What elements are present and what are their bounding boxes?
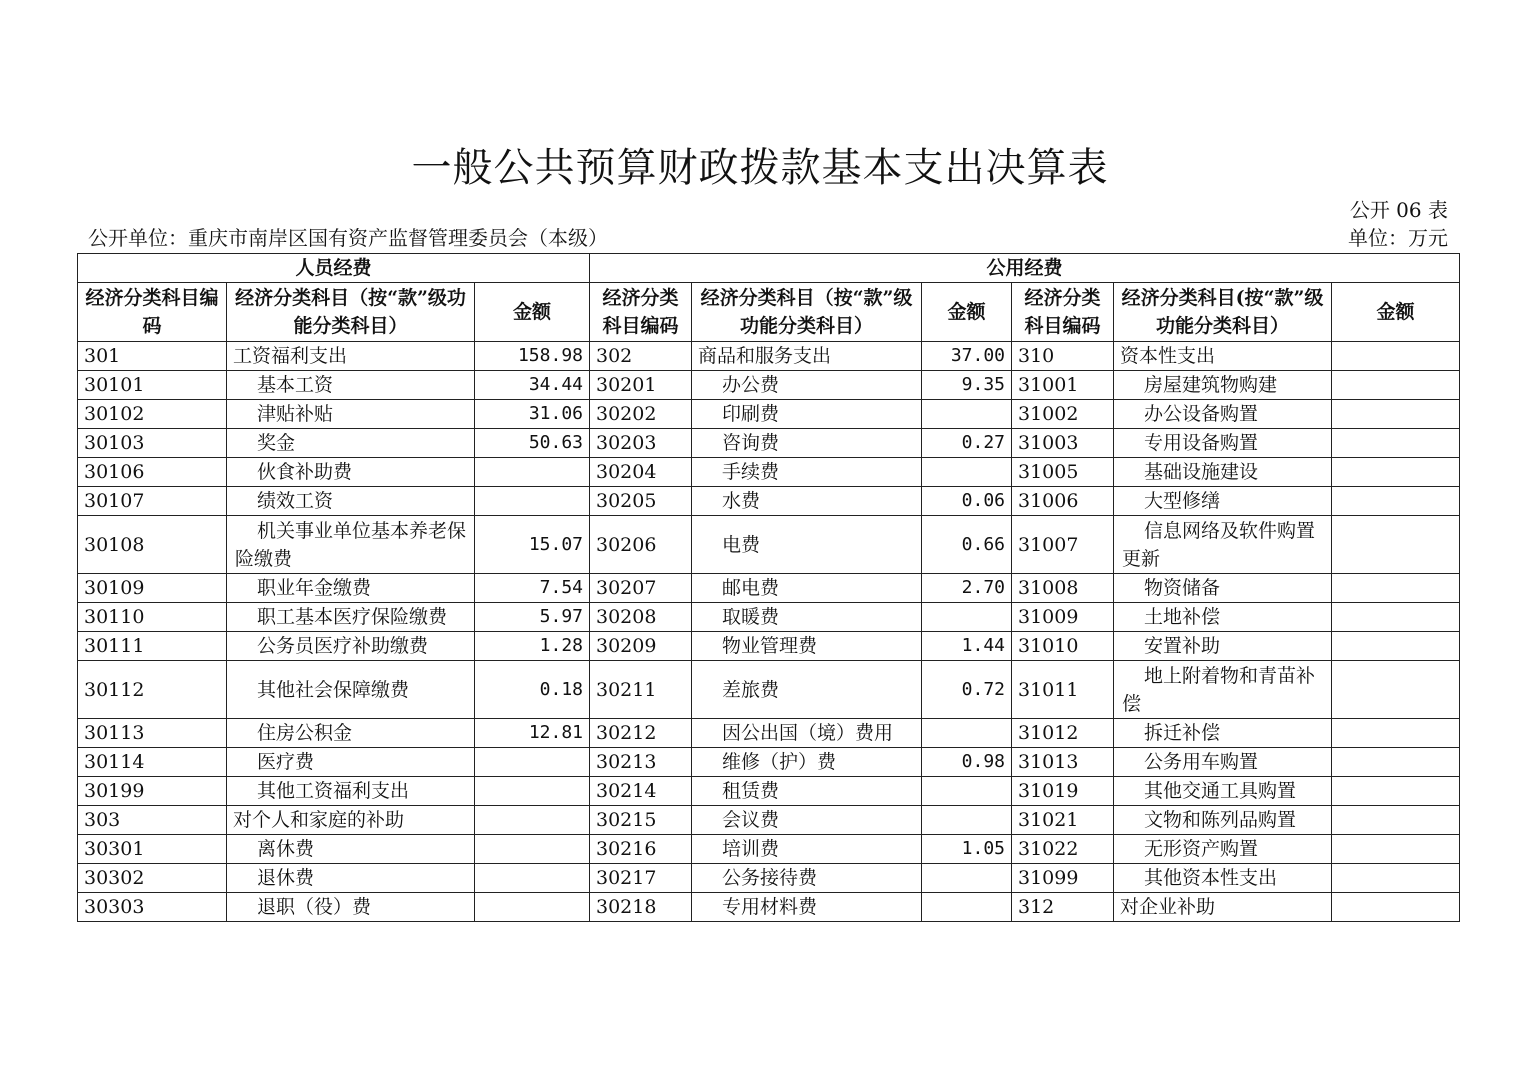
code-cell: 30199	[78, 777, 227, 806]
col-code-2: 经济分类科目编码	[590, 283, 692, 342]
amount-cell	[1332, 487, 1460, 516]
amount-cell	[475, 864, 590, 893]
table-row	[78, 429, 1460, 458]
code-cell: 30207	[590, 574, 692, 603]
code-cell: 31007	[1012, 516, 1114, 574]
table-row	[78, 748, 1460, 777]
amount-cell	[922, 458, 1012, 487]
amount-cell	[922, 777, 1012, 806]
name-cell: 文物和陈列品购置	[1114, 806, 1332, 835]
name-cell: 专用材料费	[692, 893, 922, 922]
name-cell: 公务用车购置	[1114, 748, 1332, 777]
name-cell: 商品和服务支出	[692, 342, 922, 371]
name-cell: 水费	[692, 487, 922, 516]
name-cell: 对企业补助	[1114, 893, 1332, 922]
code-cell: 31012	[1012, 719, 1114, 748]
code-cell: 30114	[78, 748, 227, 777]
amount-cell	[922, 893, 1012, 922]
amount-cell: 15.07	[475, 516, 590, 574]
table-row	[78, 864, 1460, 893]
name-cell: 退职（役）费	[227, 893, 475, 922]
code-cell: 31021	[1012, 806, 1114, 835]
amount-cell: 0.98	[922, 748, 1012, 777]
amount-cell: 12.81	[475, 719, 590, 748]
name-cell: 绩效工资	[227, 487, 475, 516]
table-row	[78, 806, 1460, 835]
form-number: 公开 06 表	[1349, 198, 1448, 222]
amount-cell: 1.05	[922, 835, 1012, 864]
code-cell: 30211	[590, 661, 692, 719]
group-header-row	[78, 254, 1460, 283]
name-cell: 咨询费	[692, 429, 922, 458]
name-cell: 无形资产购置	[1114, 835, 1332, 864]
code-cell: 31022	[1012, 835, 1114, 864]
code-cell: 31008	[1012, 574, 1114, 603]
amount-cell	[475, 893, 590, 922]
name-cell: 印刷费	[692, 400, 922, 429]
name-cell: 办公设备购置	[1114, 400, 1332, 429]
code-cell: 30202	[590, 400, 692, 429]
name-cell: 安置补助	[1114, 632, 1332, 661]
column-header-row	[78, 283, 1460, 342]
amount-cell: 5.97	[475, 603, 590, 632]
amount-cell: 31.06	[475, 400, 590, 429]
code-cell: 301	[78, 342, 227, 371]
table-row	[78, 516, 1460, 574]
amount-cell: 1.44	[922, 632, 1012, 661]
name-cell: 其他资本性支出	[1114, 864, 1332, 893]
code-cell: 31011	[1012, 661, 1114, 719]
code-cell: 31006	[1012, 487, 1114, 516]
code-cell: 30111	[78, 632, 227, 661]
col-code-3: 经济分类科目编码	[1012, 283, 1114, 342]
code-cell: 30217	[590, 864, 692, 893]
code-cell: 312	[1012, 893, 1114, 922]
col-name-1: 经济分类科目（按“款”级功能分类科目）	[227, 283, 475, 342]
name-cell: 专用设备购置	[1114, 429, 1332, 458]
code-cell: 30102	[78, 400, 227, 429]
name-cell: 津贴补贴	[227, 400, 475, 429]
name-cell: 其他社会保障缴费	[227, 661, 475, 719]
table-row	[78, 487, 1460, 516]
code-cell: 30208	[590, 603, 692, 632]
amount-cell: 34.44	[475, 371, 590, 400]
amount-cell	[1332, 342, 1460, 371]
code-cell: 30206	[590, 516, 692, 574]
name-cell: 邮电费	[692, 574, 922, 603]
amount-cell: 0.06	[922, 487, 1012, 516]
code-cell: 30113	[78, 719, 227, 748]
code-cell: 30216	[590, 835, 692, 864]
unit-info-row	[88, 226, 1448, 252]
code-cell: 31003	[1012, 429, 1114, 458]
code-cell: 30112	[78, 661, 227, 719]
name-cell: 物资储备	[1114, 574, 1332, 603]
amount-cell	[475, 487, 590, 516]
code-cell: 30218	[590, 893, 692, 922]
amount-cell: 7.54	[475, 574, 590, 603]
name-cell: 公务接待费	[692, 864, 922, 893]
name-cell: 电费	[692, 516, 922, 574]
amount-cell: 1.28	[475, 632, 590, 661]
amount-cell	[1332, 719, 1460, 748]
amount-cell	[1332, 748, 1460, 777]
amount-cell	[1332, 893, 1460, 922]
group-personnel: 人员经费	[78, 254, 590, 283]
name-cell: 信息网络及软件购置更新	[1114, 516, 1332, 574]
code-cell: 31010	[1012, 632, 1114, 661]
code-cell: 30101	[78, 371, 227, 400]
name-cell: 职工基本医疗保险缴费	[227, 603, 475, 632]
amount-cell	[475, 806, 590, 835]
amount-cell	[475, 458, 590, 487]
col-amount-3: 金额	[1332, 283, 1460, 342]
code-cell: 31002	[1012, 400, 1114, 429]
amount-cell	[1332, 516, 1460, 574]
amount-cell	[1332, 458, 1460, 487]
code-cell: 31013	[1012, 748, 1114, 777]
col-code-1: 经济分类科目编码	[78, 283, 227, 342]
col-amount-1: 金额	[475, 283, 590, 342]
code-cell: 302	[590, 342, 692, 371]
code-cell: 30110	[78, 603, 227, 632]
name-cell: 其他交通工具购置	[1114, 777, 1332, 806]
name-cell: 土地补偿	[1114, 603, 1332, 632]
table-row	[78, 835, 1460, 864]
group-public: 公用经费	[590, 254, 1460, 283]
amount-cell	[922, 400, 1012, 429]
code-cell: 30302	[78, 864, 227, 893]
code-cell: 30205	[590, 487, 692, 516]
table-row	[78, 603, 1460, 632]
table-row	[78, 632, 1460, 661]
name-cell: 职业年金缴费	[227, 574, 475, 603]
code-cell: 31005	[1012, 458, 1114, 487]
amount-cell	[922, 806, 1012, 835]
code-cell: 30301	[78, 835, 227, 864]
name-cell: 租赁费	[692, 777, 922, 806]
name-cell: 差旅费	[692, 661, 922, 719]
table-row	[78, 777, 1460, 806]
code-cell: 30213	[590, 748, 692, 777]
table-row	[78, 458, 1460, 487]
name-cell: 因公出国（境）费用	[692, 719, 922, 748]
code-cell: 31009	[1012, 603, 1114, 632]
code-cell: 30109	[78, 574, 227, 603]
code-cell: 31099	[1012, 864, 1114, 893]
name-cell: 房屋建筑物购建	[1114, 371, 1332, 400]
amount-cell	[1332, 371, 1460, 400]
amount-cell	[475, 777, 590, 806]
amount-cell	[922, 719, 1012, 748]
name-cell: 会议费	[692, 806, 922, 835]
code-cell: 30215	[590, 806, 692, 835]
name-cell: 基本工资	[227, 371, 475, 400]
amount-cell	[1332, 574, 1460, 603]
code-cell: 30108	[78, 516, 227, 574]
amount-cell	[922, 603, 1012, 632]
name-cell: 奖金	[227, 429, 475, 458]
amount-cell: 0.72	[922, 661, 1012, 719]
table-row	[78, 893, 1460, 922]
name-cell: 手续费	[692, 458, 922, 487]
name-cell: 维修（护）费	[692, 748, 922, 777]
table-body	[78, 342, 1460, 922]
amount-cell	[1332, 777, 1460, 806]
amount-cell	[1332, 864, 1460, 893]
name-cell: 地上附着物和青苗补偿	[1114, 661, 1332, 719]
amount-cell: 158.98	[475, 342, 590, 371]
amount-cell: 50.63	[475, 429, 590, 458]
expenditure-table	[77, 253, 1460, 922]
code-cell: 30203	[590, 429, 692, 458]
publishing-unit: 公开单位：重庆市南岸区国有资产监督管理委员会（本级）	[88, 226, 608, 250]
name-cell: 机关事业单位基本养老保险缴费	[227, 516, 475, 574]
table-row	[78, 574, 1460, 603]
code-cell: 30204	[590, 458, 692, 487]
amount-cell	[475, 748, 590, 777]
name-cell: 退休费	[227, 864, 475, 893]
col-amount-2: 金额	[922, 283, 1012, 342]
name-cell: 取暖费	[692, 603, 922, 632]
amount-cell	[1332, 661, 1460, 719]
amount-cell: 0.66	[922, 516, 1012, 574]
name-cell: 伙食补助费	[227, 458, 475, 487]
amount-cell: 9.35	[922, 371, 1012, 400]
code-cell: 31001	[1012, 371, 1114, 400]
amount-cell	[1332, 835, 1460, 864]
name-cell: 公务员医疗补助缴费	[227, 632, 475, 661]
code-cell: 30201	[590, 371, 692, 400]
name-cell: 其他工资福利支出	[227, 777, 475, 806]
amount-cell	[1332, 429, 1460, 458]
name-cell: 对个人和家庭的补助	[227, 806, 475, 835]
amount-cell: 2.70	[922, 574, 1012, 603]
code-cell: 310	[1012, 342, 1114, 371]
name-cell: 大型修缮	[1114, 487, 1332, 516]
amount-cell	[1332, 400, 1460, 429]
name-cell: 办公费	[692, 371, 922, 400]
table-row	[78, 719, 1460, 748]
page-title: 一般公共预算财政拨款基本支出决算表	[411, 145, 1109, 191]
name-cell: 物业管理费	[692, 632, 922, 661]
table-row	[78, 661, 1460, 719]
amount-cell	[922, 864, 1012, 893]
amount-cell	[1332, 632, 1460, 661]
name-cell: 工资福利支出	[227, 342, 475, 371]
col-name-3: 经济分类科目(按“款”级功能分类科目）	[1114, 283, 1332, 342]
code-cell: 303	[78, 806, 227, 835]
code-cell: 30212	[590, 719, 692, 748]
name-cell: 离休费	[227, 835, 475, 864]
amount-cell	[475, 835, 590, 864]
table-row	[78, 400, 1460, 429]
code-cell: 30209	[590, 632, 692, 661]
name-cell: 医疗费	[227, 748, 475, 777]
name-cell: 资本性支出	[1114, 342, 1332, 371]
amount-cell: 0.27	[922, 429, 1012, 458]
code-cell: 30107	[78, 487, 227, 516]
code-cell: 30303	[78, 893, 227, 922]
code-cell: 30103	[78, 429, 227, 458]
name-cell: 基础设施建设	[1114, 458, 1332, 487]
name-cell: 住房公积金	[227, 719, 475, 748]
col-name-2: 经济分类科目（按“款”级功能分类科目）	[692, 283, 922, 342]
code-cell: 31019	[1012, 777, 1114, 806]
amount-cell: 37.00	[922, 342, 1012, 371]
amount-cell	[1332, 806, 1460, 835]
table-row	[78, 342, 1460, 371]
code-cell: 30214	[590, 777, 692, 806]
amount-cell	[1332, 603, 1460, 632]
table-row	[78, 371, 1460, 400]
code-cell: 30106	[78, 458, 227, 487]
currency-unit: 单位：万元	[1348, 226, 1448, 250]
name-cell: 培训费	[692, 835, 922, 864]
name-cell: 拆迁补偿	[1114, 719, 1332, 748]
amount-cell: 0.18	[475, 661, 590, 719]
